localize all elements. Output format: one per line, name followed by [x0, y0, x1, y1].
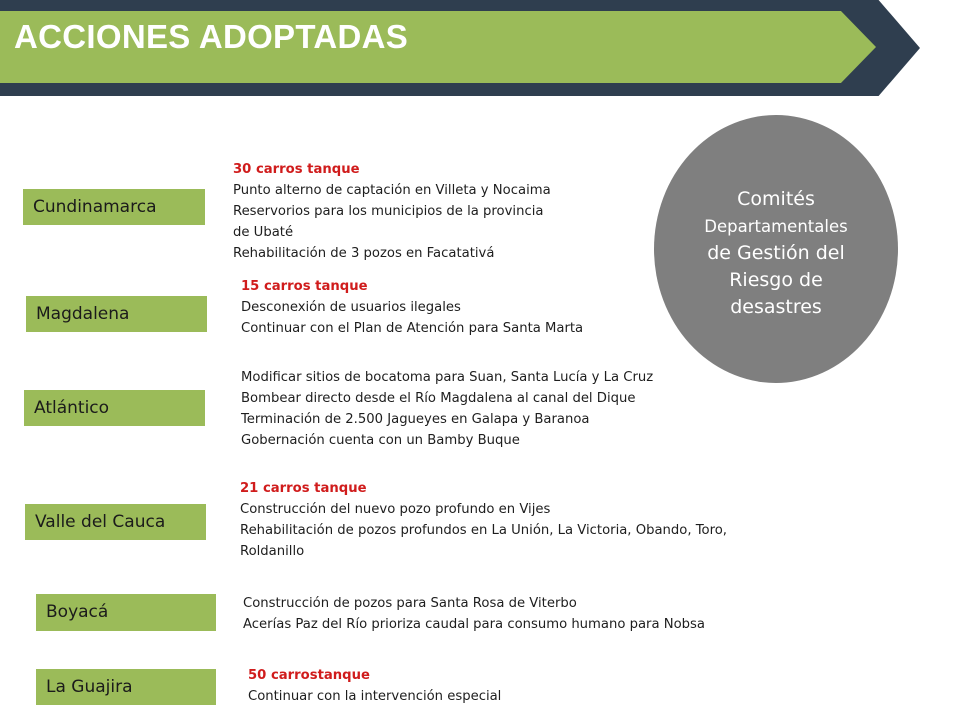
region-highlight: 30 carros tanque [233, 162, 360, 177]
region-label-valle-del-cauca: Valle del Cauca [25, 504, 206, 540]
region-label-boyaca: Boyacá [36, 594, 216, 631]
region-label-atlantico: Atlántico [24, 390, 205, 426]
region-actions-valle-del-cauca [240, 478, 727, 562]
action-line: Continuar con el Plan de Atención para Santa Marta [241, 321, 584, 336]
page-title: ACCIONES ADOPTADAS [14, 18, 409, 55]
action-line: Rehabilitación de pozos profundos en La Unión, La Victoria, Obando, Toro, [240, 523, 727, 538]
circle-line-3: de Gestión del [707, 241, 845, 264]
action-line: Construcción de pozos para Santa Rosa de Viterbo [243, 596, 577, 611]
action-line: de Ubaté [233, 225, 294, 240]
action-line: Modificar sitios de bocatoma para Suan, Santa Lucía y La Cruz [241, 370, 654, 385]
region-highlight: 21 carros tanque [240, 481, 367, 496]
region-actions-magdalena [241, 276, 583, 339]
action-line: Terminación de 2.500 Jagueyes en Galapa y Baranoa [241, 412, 590, 427]
region-highlight: 15 carros tanque [241, 279, 368, 294]
region-actions-atlantico [241, 367, 653, 451]
action-line: Construcción del nuevo pozo profundo en Vijes [240, 502, 551, 517]
committees-circle [654, 115, 898, 383]
circle-line-5: desastres [730, 295, 822, 318]
circle-line-4: Riesgo de [729, 268, 823, 291]
circle-line-1: Comités [737, 187, 815, 210]
region-highlight: 50 carrostanque [248, 668, 370, 683]
action-line: Gobernación cuenta con un Bamby Buque [241, 433, 520, 448]
region-label-cundinamarca: Cundinamarca [23, 189, 205, 225]
action-line: Punto alterno de captación en Villeta y Nocaima [233, 183, 551, 198]
circle-line-2: Departamentales [704, 216, 848, 236]
region-actions-la-guajira [248, 665, 501, 707]
region-label-la-guajira: La Guajira [36, 669, 216, 705]
action-line: Bombear directo desde el Río Magdalena al canal del Dique [241, 391, 636, 406]
action-line: Acerías Paz del Río prioriza caudal para consumo humano para Nobsa [243, 617, 705, 632]
circle-text [704, 186, 847, 321]
action-line: Desconexión de usuarios ilegales [241, 300, 461, 315]
action-line: Roldanillo [240, 544, 305, 559]
region-actions-cundinamarca [233, 159, 551, 264]
region-actions-boyaca [243, 593, 705, 635]
action-line: Continuar con la intervención especial [248, 689, 502, 704]
region-label-magdalena: Magdalena [26, 296, 207, 332]
action-line: Rehabilitación de 3 pozos en Facatativá [233, 246, 495, 261]
action-line: Reservorios para los municipios de la provincia [233, 204, 544, 219]
